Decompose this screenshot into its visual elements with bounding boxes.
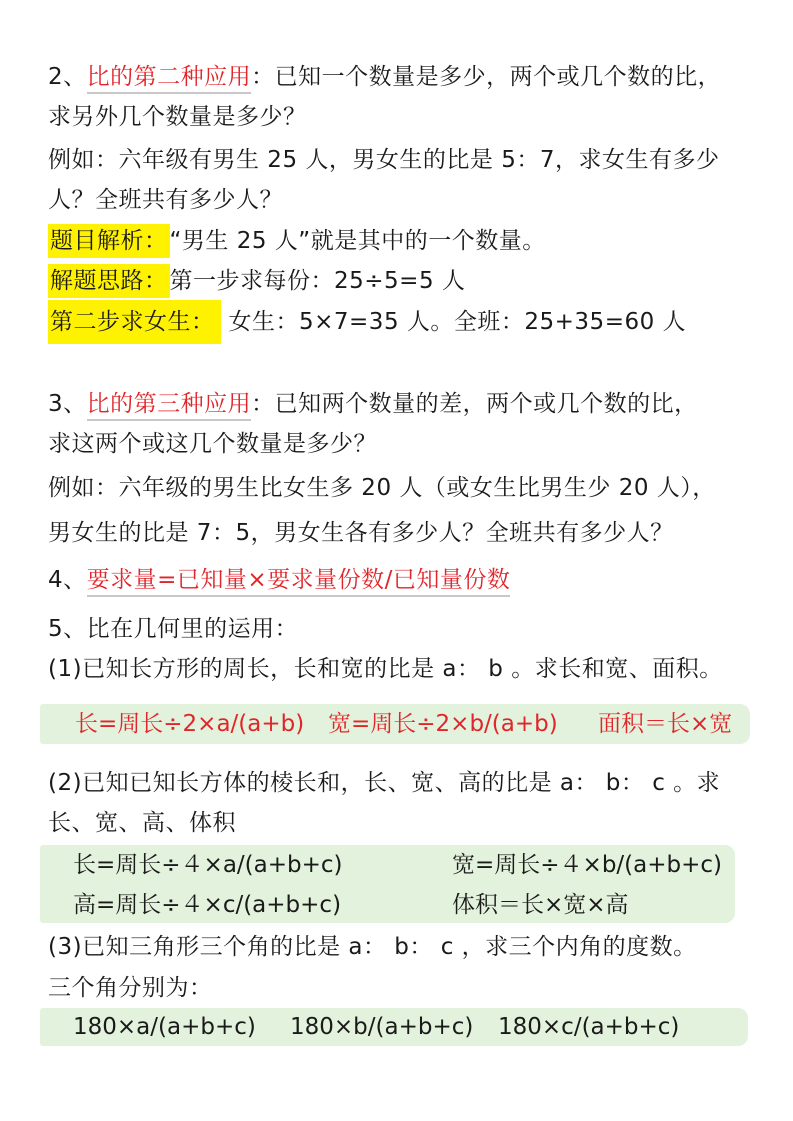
sec5-p3: (3)已知三角形三个角的比是 a： b： c ，求三个内角的度数。 xyxy=(48,934,697,960)
cuboid-formula-box xyxy=(40,845,735,923)
sec5-p2b: 长、宽、高、体积 xyxy=(48,810,236,836)
triangle-formula-box xyxy=(40,1008,748,1046)
approach-text: 第一步求每份：25÷5=5 人 xyxy=(169,268,466,294)
rectangle-formula-box xyxy=(40,704,750,744)
sec3-desc1: 已知两个数量的差，两个或几个数的比， xyxy=(274,391,698,417)
sec2-colon: ： xyxy=(251,64,275,90)
cuboid-height-formula: 高=周长÷４×c/(a+b+c) xyxy=(73,892,342,918)
step2-highlight: 第二步求女生： xyxy=(48,300,221,344)
sec2-step2 xyxy=(48,307,686,337)
sec2-title: 比的第二种应用 xyxy=(87,64,252,94)
cuboid-length-formula: 长=周长÷４×a/(a+b+c) xyxy=(73,852,343,878)
sec5-p3b: 三个角分别为： xyxy=(48,975,213,1001)
sec3-example1: 例如：六年级的男生比女生多 20 人（或女生比男生少 20 人）， xyxy=(48,475,716,501)
sec3-line1 xyxy=(48,389,698,419)
sec2-example2: 人？全班共有多少人？ xyxy=(48,187,283,213)
sec2-desc2: 求另外几个数量是多少？ xyxy=(48,104,307,130)
sec2-analysis xyxy=(48,226,546,256)
sec2-example1: 例如：六年级有男生 25 人，男女生的比是 5：7，求女生有多少 xyxy=(48,147,720,173)
sec2-approach xyxy=(48,266,465,296)
length-formula: 长=周长÷2×a/(a+b) xyxy=(75,711,305,737)
analysis-text: “男生 25 人”就是其中的一个数量。 xyxy=(169,228,546,254)
sec3-example2: 男女生的比是 7：5，男女生各有多少人？全班共有多少人？ xyxy=(48,520,674,546)
width-formula: 宽=周长÷2×b/(a+b) xyxy=(328,711,558,737)
sec4-number: 4、 xyxy=(48,567,87,593)
sec2-number: 2、 xyxy=(48,64,87,90)
cuboid-width-formula: 宽=周长÷４×b/(a+b+c) xyxy=(452,852,722,878)
sec3-title: 比的第三种应用 xyxy=(87,391,252,421)
sec5-p2a: (2)已知已知长方体的棱长和，长、宽、高的比是 a： b： c 。求 xyxy=(48,770,721,796)
sec2-line1 xyxy=(48,62,721,92)
cuboid-volume-formula: 体积＝长×宽×高 xyxy=(452,892,629,918)
sec3-desc2: 求这两个或这几个数量是多少？ xyxy=(48,431,377,457)
step2-text: 女生：5×7=35 人。全班：25+35=60 人 xyxy=(228,309,687,335)
angle-a-formula: 180×a/(a+b+c) xyxy=(73,1014,256,1040)
sec4-formula: 要求量=已知量×要求量份数/已知量份数 xyxy=(87,567,511,597)
sec2-desc1: 已知一个数量是多少，两个或几个数的比， xyxy=(274,64,722,90)
approach-highlight: 解题思路： xyxy=(48,264,170,298)
analysis-highlight: 题目解析： xyxy=(48,224,170,258)
sec5-title: 5、比在几何里的运用： xyxy=(48,616,299,642)
sec3-colon: ： xyxy=(251,391,275,417)
sec4-line xyxy=(48,565,510,595)
sec5-p1: (1)已知长方形的周长，长和宽的比是 a： b 。求长和宽、面积。 xyxy=(48,656,723,682)
area-formula: 面积＝长×宽 xyxy=(598,711,733,737)
angle-b-formula: 180×b/(a+b+c) xyxy=(290,1014,474,1040)
angle-c-formula: 180×c/(a+b+c) xyxy=(498,1014,680,1040)
sec3-number: 3、 xyxy=(48,391,87,417)
